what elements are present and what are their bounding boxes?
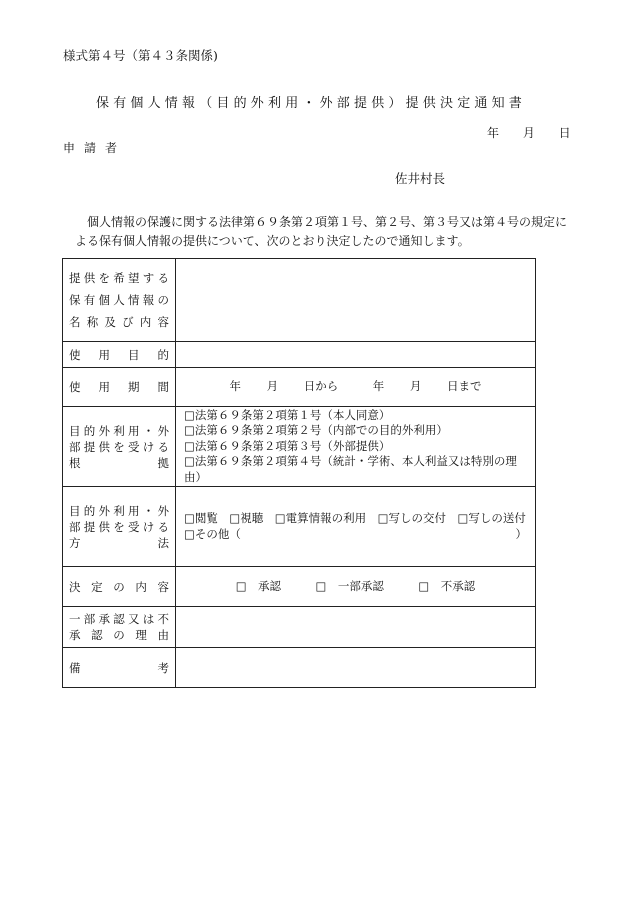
table-row — [63, 567, 536, 607]
label-line: 目的外利用・外 — [69, 423, 169, 438]
row-label-remarks — [63, 648, 176, 688]
table-row — [63, 607, 536, 648]
table-row — [63, 407, 536, 487]
table-row — [63, 368, 536, 407]
decision-form-table — [62, 258, 536, 688]
form-number: 様式第４号（第４３条関係) — [63, 48, 218, 63]
label-line: 部提供を受ける — [69, 439, 169, 454]
table-row — [63, 259, 536, 342]
label-line: 承認の理由 — [69, 628, 169, 642]
label-line: 名称及び内容 — [69, 315, 169, 329]
requested-info-field[interactable] — [176, 259, 536, 342]
label-line: 方法 — [69, 535, 169, 550]
label-text: 備考 — [69, 660, 169, 675]
label-line: 根拠 — [69, 455, 169, 470]
label-line: 目的外利用・外 — [69, 503, 169, 518]
legal-basis-options — [176, 407, 536, 487]
label-text: 決定の内容 — [69, 579, 169, 594]
notice-body-text: 個人情報の保護に関する法律第６９条第２項第１号、第２号、第３号又は第４号の規定による保有個人情報の提供について、次のとおり決定したので通知します。 — [75, 215, 568, 248]
table-row — [63, 487, 536, 567]
label-line: 一部承認又は不 — [69, 612, 169, 626]
method-options-line[interactable]: □閲覧 □視聴 □電算情報の利用 □写しの交付 □写しの送付 — [184, 511, 526, 525]
basis-option-internal[interactable]: □法第６９条第２項第２号（内部での目的外利用） — [184, 423, 448, 438]
label-line: 提供を希望する — [69, 271, 169, 285]
method-other-open: □その他（ — [184, 526, 241, 541]
applicant-label: 申請者 — [63, 141, 127, 155]
row-label-decision — [63, 567, 176, 607]
row-label-method — [63, 487, 176, 567]
partial-reason-field[interactable] — [176, 607, 536, 648]
method-other-line[interactable] — [184, 527, 527, 543]
table-row — [63, 648, 536, 688]
table-row — [63, 342, 536, 368]
row-label-period — [63, 368, 176, 407]
row-label-partial-reason — [63, 607, 176, 648]
method-options — [176, 487, 536, 567]
label-text: 使用目的 — [69, 347, 169, 362]
label-line: 保有個人情報の — [69, 293, 169, 307]
document-title: 保有個人情報（目的外利用・外部提供）提供決定通知書 — [96, 96, 527, 111]
row-label-purpose — [63, 342, 176, 368]
date-line: 年 月 日 — [487, 126, 571, 140]
method-other-close: ） — [515, 526, 527, 541]
row-label-legal-basis — [63, 407, 176, 487]
issuer-name: 佐井村長 — [395, 171, 446, 186]
label-line: 部提供を受ける — [69, 519, 169, 534]
basis-option-external[interactable]: □法第６９条第２項第３号（外部提供） — [184, 438, 391, 453]
label-text: 使用期間 — [69, 380, 169, 394]
decision-options[interactable]: □ 承認 □ 一部承認 □ 不承認 — [176, 567, 536, 607]
row-label-requested-info — [63, 259, 176, 342]
remarks-field[interactable] — [176, 648, 536, 688]
basis-option-statistics[interactable]: □法第６９条第２項第４号（統計・学術、本人利益又は特別の理由） — [184, 454, 517, 484]
basis-option-consent[interactable]: □法第６９条第２項第１号（本人同意） — [184, 407, 391, 422]
period-field[interactable]: 年 月 日から 年 月 日まで — [176, 368, 536, 407]
purpose-field[interactable] — [176, 342, 536, 368]
